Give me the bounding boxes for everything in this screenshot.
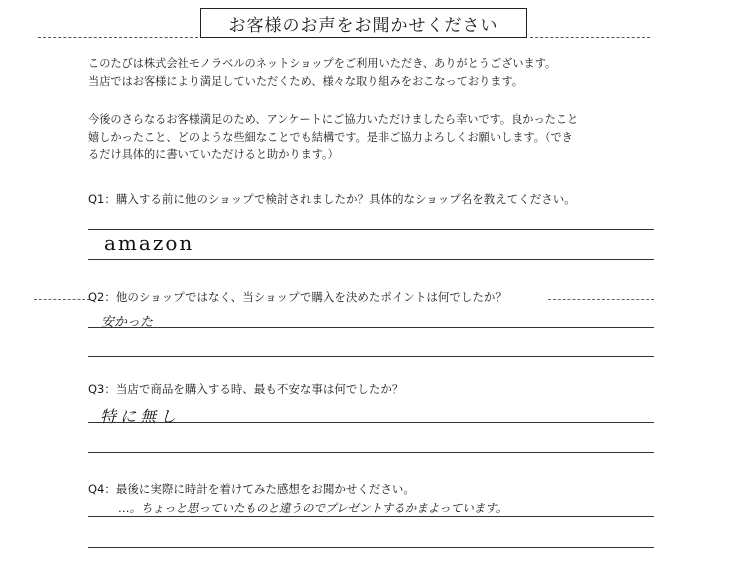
intro-paragraph-1 (88, 55, 556, 90)
intro-line: 今後のさらなるお客様満足のため、アンケートにご協力いただけましたら幸いです。良かったこと (88, 113, 579, 126)
intro-line: このたびは株式会社モノラベルのネットショップをご利用いただき、ありがとうございます。 (88, 57, 557, 70)
fold-dash-right (548, 299, 654, 300)
answer-line (88, 547, 654, 548)
question-2-label: Q2：他のショップではなく、当ショップで購入を決めたポイントは何でしたか？ (88, 290, 507, 304)
question-3-answer: 特に無し (100, 407, 181, 426)
question-1-label: Q1：購入する前に他のショップで検討されましたか？具体的なショップ名を教えてください。 (88, 192, 576, 206)
title-dash-right (530, 37, 650, 38)
page-title (200, 8, 527, 38)
intro-line: 嬉しかったこと、どのような些細なことでも結構です。是非ご協力よろしくお願いします。（でき (88, 130, 573, 144)
intro-line: 当店ではお客様により満足していただくため、様々な取り組みをおこなっております。 (88, 74, 523, 88)
title-dash-left (38, 37, 198, 38)
page-title-text: お客様のお声をお聞かせください (228, 15, 499, 36)
answer-line (88, 229, 654, 230)
question-1-answer: amazon (104, 231, 195, 255)
fold-dash-left (34, 299, 90, 300)
question-4-answer: …。ちょっと思っていたものと違うのでプレゼントするかまよっています。 (118, 501, 508, 515)
question-2-answer: 安かった (101, 315, 154, 330)
answer-line (88, 259, 654, 260)
answer-line (88, 422, 654, 423)
answer-line (88, 327, 654, 328)
question-4-label: Q4：最後に実際に時計を着けてみた感想をお聞かせください。 (88, 482, 415, 496)
question-3-label: Q3：当店で商品を購入する時、最も不安な事は何でしたか？ (88, 382, 404, 396)
intro-paragraph-2 (88, 111, 578, 164)
answer-line (88, 452, 654, 453)
answer-line (88, 516, 654, 517)
answer-line (88, 356, 654, 357)
intro-line: るだけ具体的に書いていただけると助かります。） (88, 148, 339, 161)
